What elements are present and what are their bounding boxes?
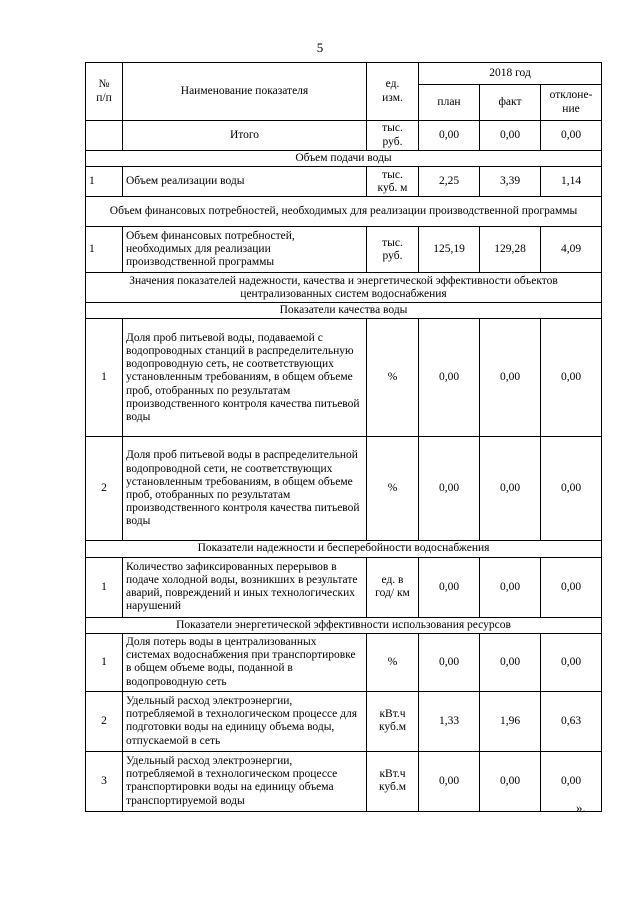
- row-unit: %: [367, 633, 419, 691]
- row-name: Доля потерь воды в централизованных системах водоснабжения при транспортировке в общем объеме воды, поданной в водопроводную сеть: [123, 633, 367, 691]
- header-name: Наименование показателя: [123, 63, 367, 121]
- row-plan: 0,00: [419, 633, 480, 691]
- section-title: Объем подачи воды: [86, 151, 602, 167]
- table-row-total: [86, 121, 602, 151]
- row-plan: 2,25: [419, 167, 480, 197]
- row-unit: тыс. руб.: [367, 227, 419, 273]
- row-name: Доля проб питьевой воды, подаваемой с водопроводных станций в распределительную водопроводную сеть, не соответствующих установленным требованиям, в общем объеме проб, отобранных по результатам производственного контроля качества питьевой воды: [123, 319, 367, 437]
- row-fact: 1,96: [480, 691, 541, 751]
- section-title: Показатели энергетической эффективности использования ресурсов: [86, 617, 602, 633]
- section-finance: [86, 197, 602, 227]
- section-title: Показатели надежности и бесперебойности водоснабжения: [86, 541, 602, 557]
- row-name: Объем финансовых потребностей, необходимых для реализации производственной программы: [123, 227, 367, 273]
- header-num: № п/п: [86, 63, 123, 121]
- row-plan: 0,00: [419, 751, 480, 811]
- header-fact: факт: [480, 85, 541, 121]
- row-unit: кВт.ч куб.м: [367, 691, 419, 751]
- row-num: 1: [86, 633, 123, 691]
- row-plan: 125,19: [419, 227, 480, 273]
- table-row-supply: [86, 167, 602, 197]
- page-number: 5: [316, 40, 324, 55]
- row-num: 2: [86, 691, 123, 751]
- row-fact: 0,00: [480, 557, 541, 617]
- row-unit: кВт.ч куб.м: [367, 751, 419, 811]
- total-name: Итого: [123, 121, 367, 151]
- row-name: Доля проб питьевой воды в распределительной водопроводной сети, не соответствующих установленным требованиям, в общем объеме проб, отобранных по результатам производственного контроля качества питьевой воды: [123, 437, 367, 541]
- row-fact: 3,39: [480, 167, 541, 197]
- row-name: Удельный расход электроэнергии, потребляемой в технологическом процессе для подготовки воды на единицу объема воды, отпускаемой в сеть: [123, 691, 367, 751]
- row-fact: 129,28: [480, 227, 541, 273]
- header-deviation: отклоне- ние: [541, 85, 602, 121]
- section-title: Показатели качества воды: [86, 303, 602, 319]
- row-unit: тыс. куб. м: [367, 167, 419, 197]
- header-year: 2018 год: [419, 63, 602, 85]
- section-reliability: [86, 541, 602, 557]
- row-fact: 0,00: [480, 437, 541, 541]
- section-quality: [86, 303, 602, 319]
- row-plan: 0,00: [419, 319, 480, 437]
- total-fact: 0,00: [480, 121, 541, 151]
- table-row-reliability-1: [86, 557, 602, 617]
- row-plan: 0,00: [419, 437, 480, 541]
- section-energy: [86, 617, 602, 633]
- row-deviation: 0,00: [541, 751, 602, 811]
- row-plan: 1,33: [419, 691, 480, 751]
- row-num: 3: [86, 751, 123, 811]
- row-num: 1: [86, 557, 123, 617]
- header-plan: план: [419, 85, 480, 121]
- row-fact: 0,00: [480, 319, 541, 437]
- table-row-energy-3: [86, 751, 602, 811]
- row-plan: 0,00: [419, 557, 480, 617]
- total-deviation: 0,00: [541, 121, 602, 151]
- row-unit: %: [367, 437, 419, 541]
- row-name: Объем реализации воды: [123, 167, 367, 197]
- header-row: [86, 63, 602, 85]
- row-deviation: 1,14: [541, 167, 602, 197]
- row-fact: 0,00: [480, 633, 541, 691]
- row-deviation: 0,00: [541, 633, 602, 691]
- row-fact: 0,00: [480, 751, 541, 811]
- table-row-quality-2: [86, 437, 602, 541]
- row-deviation: 0,00: [541, 319, 602, 437]
- total-plan: 0,00: [419, 121, 480, 151]
- header-unit: ед. изм.: [367, 63, 419, 121]
- row-name: Удельный расход электроэнергии, потребляемой в технологическом процессе транспортировки воды на единицу объема транспортируемой воды: [123, 751, 367, 811]
- total-num-cell: [86, 121, 123, 151]
- row-unit: ед. в год/ км: [367, 557, 419, 617]
- row-unit: %: [367, 319, 419, 437]
- row-deviation: 0,63: [541, 691, 602, 751]
- closing-quote: ».: [576, 800, 586, 815]
- table-row-quality-1: [86, 319, 602, 437]
- row-deviation: 4,09: [541, 227, 602, 273]
- total-unit: тыс. руб.: [367, 121, 419, 151]
- row-name: Количество зафиксированных перерывов в подаче холодной воды, возникших в результате аварий, повреждений и иных технологических нарушений: [123, 557, 367, 617]
- table-row-energy-2: [86, 691, 602, 751]
- row-num: 1: [86, 319, 123, 437]
- row-num: 2: [86, 437, 123, 541]
- row-deviation: 0,00: [541, 557, 602, 617]
- table-row-energy-1: [86, 633, 602, 691]
- indicators-table: [85, 62, 602, 812]
- section-title: Объем финансовых потребностей, необходимых для реализации производственной программы: [86, 197, 602, 227]
- section-values: [86, 273, 602, 303]
- row-num: 1: [86, 227, 123, 273]
- table-row-finance: [86, 227, 602, 273]
- row-num: 1: [86, 167, 123, 197]
- section-title: Значения показателей надежности, качества и энергетической эффективности объектов централизованных систем водоснабжения: [86, 273, 602, 303]
- row-deviation: 0,00: [541, 437, 602, 541]
- section-supply: [86, 151, 602, 167]
